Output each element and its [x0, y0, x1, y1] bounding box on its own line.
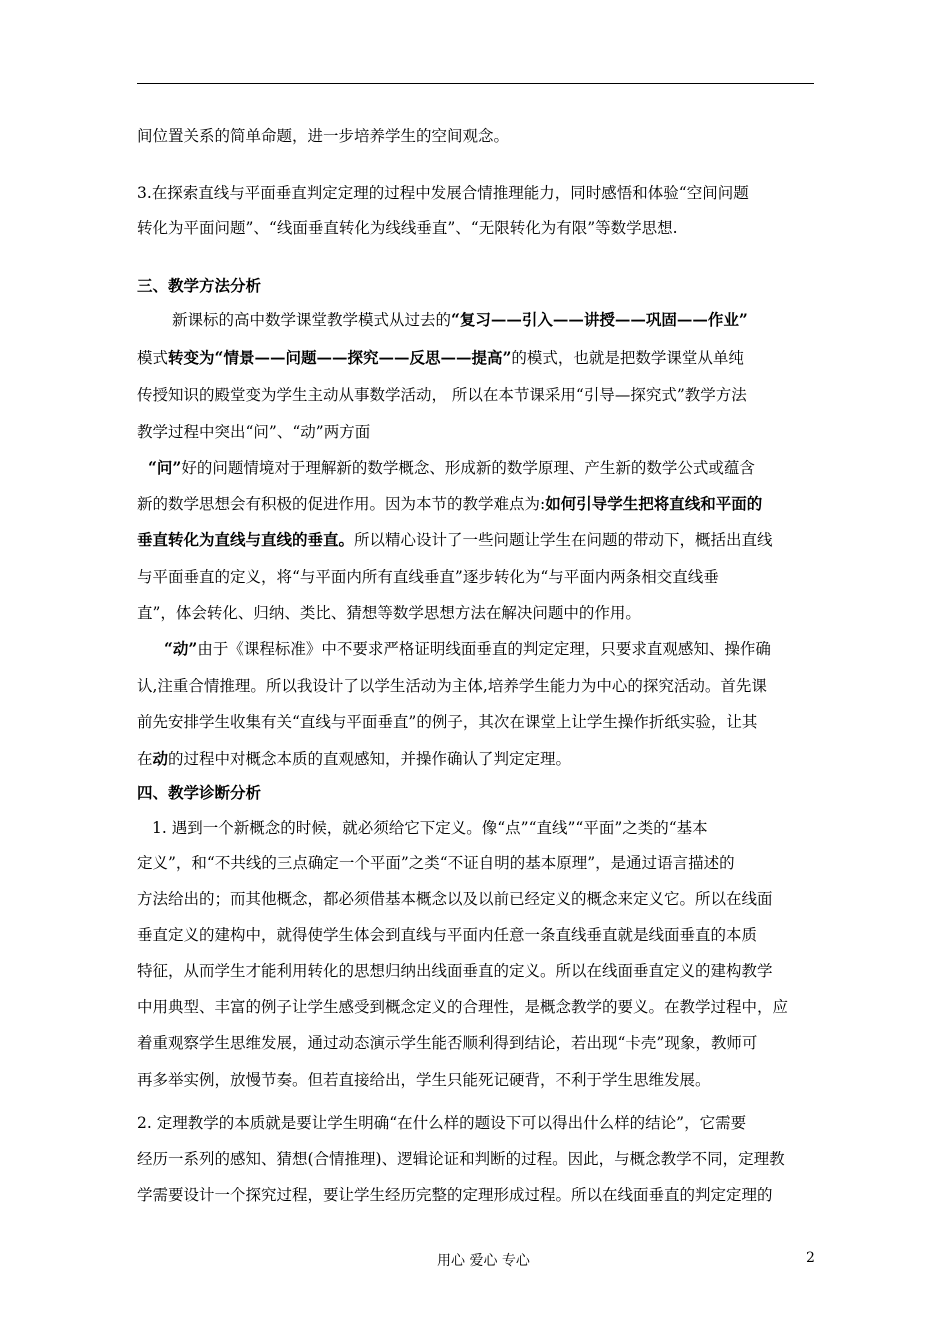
bold-text: 垂直转化为直线与直线的垂直。 — [137, 530, 355, 549]
text-line — [137, 494, 762, 514]
section-heading — [137, 783, 261, 803]
text-segment: 好的问题情境对于理解新的数学概念、形成新的数学原理、产生新的数学公式或蕴含 — [181, 459, 755, 477]
text-segment: 新的数学思想会有积极的促进作用。因为本节的教学难点为: — [137, 495, 546, 513]
text-line — [137, 385, 747, 405]
bold-text: “复习——引入——讲授——巩固——作业” — [451, 310, 748, 329]
text-line — [137, 925, 757, 945]
text-segment: 所以精心设计了一些问题让学生在问题的带动下，概括出直线 — [354, 531, 773, 549]
text-line — [137, 183, 749, 203]
bold-text: 转变为 — [168, 348, 215, 367]
text-segment: 1. 遇到一个新概念的时候，就必须给它下定义。像“点”“直线”“平面”之类的“基本 — [152, 819, 708, 837]
text-segment: 特征，从而学生才能利用转化的思想归纳出线面垂直的定义。所以在线面垂直定义的建构教学 — [137, 962, 773, 980]
text-segment: 学需要设计一个探究过程，要让学生经历完整的定理形成过程。所以在线面垂直的判定定理的 — [137, 1186, 773, 1204]
text-line — [137, 853, 735, 873]
text-line — [137, 530, 773, 550]
text-segment: 着重观察学生思维发展，通过动态演示学生能否顺利得到结论，若出现“卡壳”现象，教师可 — [137, 1034, 758, 1052]
bold-text: 动 — [152, 749, 169, 768]
text-line — [137, 712, 757, 732]
text-segment: 中用典型、丰富的例子让学生感受到概念定义的合理性，是概念教学的要义。在教学过程中，应 — [137, 998, 789, 1016]
page-number: 2 — [806, 1250, 815, 1266]
text-line — [152, 818, 708, 838]
text-line — [137, 1113, 746, 1133]
text-segment: 前先安排学生收集有关“直线与平面垂直”的例子，其次在课堂上让学生操作折纸实验，让其 — [137, 713, 758, 731]
text-segment: 的过程中对概念本质的直观感知，并操作确认了判定定理。 — [168, 750, 572, 768]
text-line — [137, 348, 744, 368]
text-segment: 新课标的高中数学课堂教学模式从过去的 — [172, 311, 452, 329]
text-segment: 方法给出的；而其他概念，都必须借基本概念以及以前已经定义的概念来定义它。所以在线面 — [137, 890, 773, 908]
header-rule — [137, 83, 814, 84]
text-line — [137, 603, 641, 623]
text-line — [137, 749, 571, 769]
text-segment: 直”，体会转化、归纳、类比、猜想等数学思想方法在解决问题中的作用。 — [137, 604, 641, 622]
text-line — [137, 997, 788, 1017]
text-segment: 3.在探索直线与平面垂直判定定理的过程中发展合情推理能力，同时感悟和体验“空间问题 — [137, 184, 749, 202]
bold-text: “问” — [148, 458, 182, 477]
text-segment: 由于《课程标准》中不要求严格证明线面垂直的判定定理，只要求直观感知、操作确 — [197, 640, 771, 658]
text-line — [164, 639, 771, 659]
text-segment: 转化为平面问题”、“线面垂直转化为线线垂直”、“无限转化为有限”等数学思想. — [137, 219, 678, 237]
text-segment: 经历一系列的感知、猜想(合情推理)、逻辑论证和判断的过程。因此，与概念教学不同，定理教 — [137, 1150, 785, 1168]
text-line — [137, 1149, 785, 1169]
text-line — [172, 310, 748, 330]
text-line — [137, 1070, 711, 1090]
text-segment: 认,注重合情推理。所以我设计了以学生活动为主体,培养学生能力为中心的探究活动。首先课 — [137, 677, 767, 695]
text-line — [137, 567, 719, 587]
text-segment: 定义”，和“不共线的三点确定一个平面”之类“不证自明的基本原理”，是通过语言描述的 — [137, 854, 735, 872]
text-line — [137, 1185, 773, 1205]
text-segment: 传授知识的殿堂变为学生主动从事数学活动， 所以在本节课采用“引导—探究式”教学方法 — [137, 386, 747, 404]
text-line — [137, 126, 509, 146]
text-segment: 2. 定理教学的本质就是要让学生明确“在什么样的题设下可以得出什么样的结论”，它需要 — [137, 1114, 747, 1132]
text-line — [137, 961, 773, 981]
text-segment: 垂直定义的建构中，就得使学生体会到直线与平面内任意一条直线垂直就是线面垂直的本质 — [137, 926, 758, 944]
text-line — [137, 218, 678, 238]
bold-text: 如何引导学生把将直线和平面的 — [545, 494, 763, 513]
bold-text: “情景——问题——探究——反思——提高” — [214, 348, 512, 367]
text-line — [137, 676, 767, 696]
text-segment: 模式 — [137, 349, 169, 367]
text-line — [148, 458, 755, 478]
text-segment: 的模式，也就是把数学课堂从单纯 — [511, 349, 744, 367]
text-line — [137, 1033, 757, 1053]
section-heading — [137, 276, 261, 296]
text-segment: 再多举实例，放慢节奏。但若直接给出，学生只能死记硬背，不利于学生思维发展。 — [137, 1071, 711, 1089]
text-line — [137, 889, 773, 909]
text-segment: 间位置关系的简单命题，进一步培养学生的空间观念。 — [137, 127, 510, 145]
bold-text: “动” — [164, 639, 198, 658]
text-segment: 在 — [137, 750, 153, 768]
bold-text: 三、教学方法分析 — [137, 276, 262, 295]
text-segment: 与平面垂直的定义，将“与平面内所有直线垂直”逐步转化为“与平面内两条相交直线垂 — [137, 568, 719, 586]
footer-motto: 用心 爱心 专心 — [437, 1253, 530, 1269]
text-line — [137, 422, 370, 442]
text-segment: 教学过程中突出“问”、“动”两方面 — [137, 423, 371, 441]
bold-text: 四、教学诊断分析 — [137, 783, 262, 802]
